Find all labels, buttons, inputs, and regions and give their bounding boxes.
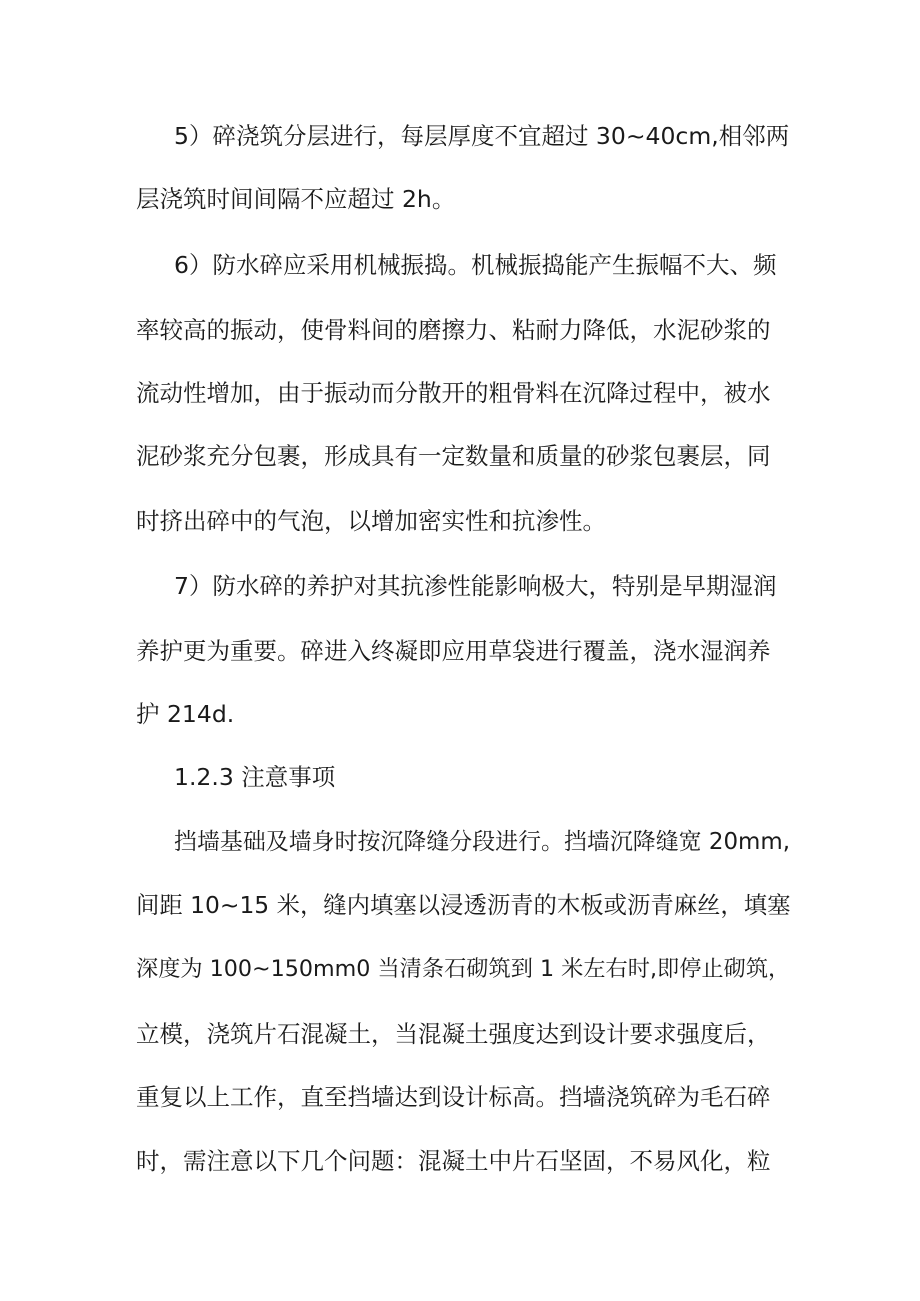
paragraph-notes-line-2: 间距 10~15 米，缝内填塞以浸透沥青的木板或沥青麻丝，填塞: [136, 891, 791, 919]
paragraph-notes-line-4: 立模，浇筑片石混凝土，当混凝土强度达到设计要求强度后，: [136, 1020, 771, 1048]
paragraph-step-6-line-3: 流动性增加，由于振动而分散开的粗骨料在沉降过程中，被水: [136, 379, 771, 407]
paragraph-step-7-line-2: 养护更为重要。碎进入终凝即应用草袋进行覆盖，浇水湿润养: [136, 637, 771, 665]
paragraph-notes-line-6: 时，需注意以下几个问题：混凝土中片石坚固，不易风化，粒: [136, 1147, 771, 1175]
paragraph-step-6-line-1: 6）防水碎应采用机械振捣。机械振捣能产生振幅不大、频: [174, 251, 777, 279]
section-heading: 1.2.3 注意事项: [174, 763, 336, 791]
paragraph-notes-line-1: 挡墙基础及墙身时按沉降缝分段进行。挡墙沉降缝宽 20mm,: [174, 829, 791, 855]
paragraph-step-6-line-5: 时挤出碎中的气泡，以增加密实性和抗渗性。: [136, 507, 606, 535]
paragraph-step-6-line-2: 率较高的振动，使骨料间的磨擦力、粘耐力降低，水泥砂浆的: [136, 316, 771, 344]
paragraph-notes-line-3: 深度为 100~150mm0 当清条石砌筑到 1 米左右时,即停止砌筑，: [136, 956, 791, 982]
paragraph-step-6-line-4: 泥砂浆充分包裹，形成具有一定数量和质量的砂浆包裹层，同: [136, 442, 771, 470]
paragraph-step-7-line-3: 护 214d.: [136, 700, 235, 728]
paragraph-notes-line-5: 重复以上工作，直至挡墙达到设计标高。挡墙浇筑碎为毛石碎: [136, 1083, 771, 1111]
paragraph-step-5-line-2: 层浇筑时间间隔不应超过 2h。: [136, 185, 456, 213]
paragraph-step-5-line-1: 5）碎浇筑分层进行，每层厚度不宜超过 30~40cm,相邻两: [174, 122, 790, 150]
paragraph-step-7-line-1: 7）防水碎的养护对其抗渗性能影响极大，特别是早期湿润: [174, 572, 777, 600]
